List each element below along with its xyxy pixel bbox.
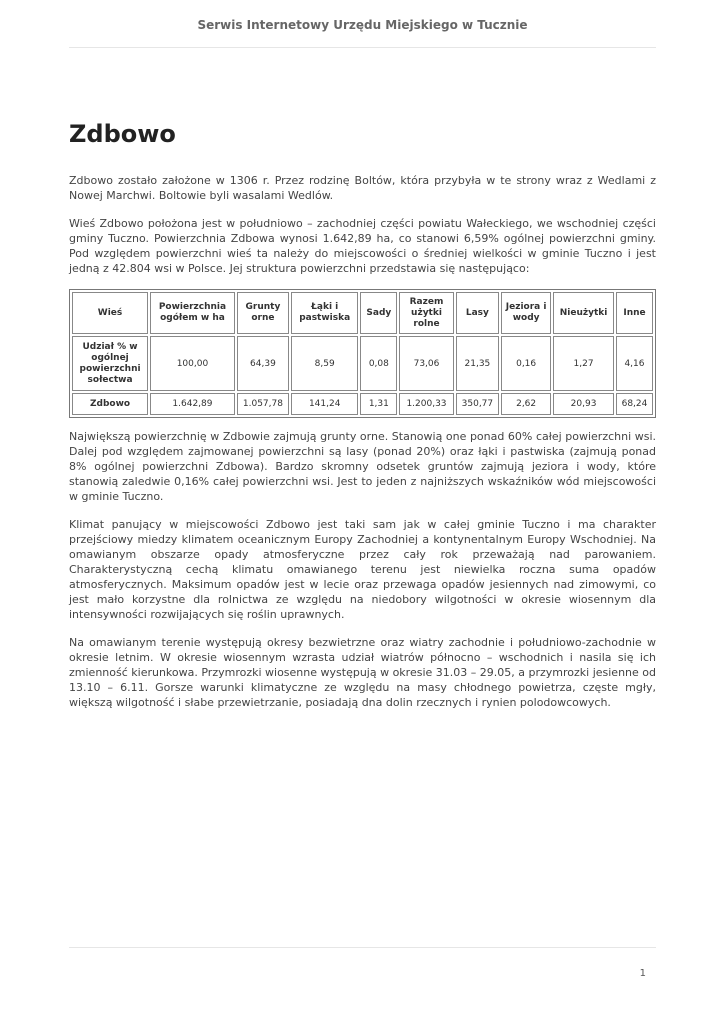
paragraph-location: Wieś Zdbowo położona jest w południowo – zachodniej części powiatu Wałeckiego, we wschodniej części gminy Tuczno. Powierzchnia Zdbowa wynosi 1.642,89 ha, co stanowi 6,59% ogólnej powierzchni gminy. Pod względem powierzchni wieś ta należy do miejscowości o średniej wielkości w gminie Tuczno i jest jedną z 42.804 wsi w Polsce. Jej struktura powierzchni przedstawia się następująco: (69, 217, 656, 275)
site-header-title: Serwis Internetowy Urzędu Miejskiego w Tucznie (197, 18, 528, 32)
column-header: Łąki i pastwiska (291, 292, 358, 334)
table-cell: 4,16 (616, 336, 653, 391)
page-number: 1 (639, 968, 646, 979)
main-content (69, 118, 656, 723)
column-header: Sady (360, 292, 397, 334)
table-cell: 1,27 (553, 336, 614, 391)
table-row (72, 393, 653, 415)
paragraph-winds: Na omawianym terenie występują okresy bezwietrzne oraz wiatry zachodnie i południowo-zachodnie w okresie letnim. W okresie wiosennym wzrasta udział wiatrów północno – wschodnich i nasila się ich zmienność kierunkowa. Przymrozki wiosenne występują w okresie 31.03 – 29.05, a przymrozki jesienne od 13.10 – 6.11. Gorsze warunki klimatyczne ze względu na masy chłodnego powietrza, częste mgły, większą wilgotność i słabe przewietrzanie, posiadają dna dolin rzecznych i rynien polodowcowych. (69, 636, 656, 709)
column-header: Jeziora i wody (501, 292, 551, 334)
column-header: Inne (616, 292, 653, 334)
table-cell: 1,31 (360, 393, 397, 415)
table-cell: 0,16 (501, 336, 551, 391)
table-cell: 64,39 (237, 336, 289, 391)
table-cell: 350,77 (456, 393, 499, 415)
footer-divider (69, 947, 656, 948)
table-cell: 20,93 (553, 393, 614, 415)
header-divider (69, 47, 656, 48)
table-header-row (72, 292, 653, 334)
column-header: Grunty orne (237, 292, 289, 334)
row-label: Zdbowo (72, 393, 148, 415)
row-label: Udział % w ogólnej powierzchni sołectwa (72, 336, 148, 391)
column-header: Powierzchnia ogółem w ha (150, 292, 235, 334)
table-cell: 100,00 (150, 336, 235, 391)
table-cell: 73,06 (399, 336, 453, 391)
land-structure-table (69, 289, 656, 418)
table-cell: 21,35 (456, 336, 499, 391)
paragraph-climate: Klimat panujący w miejscowości Zdbowo jest taki sam jak w całej gminie Tuczno i ma charakter przejściowy miedzy klimatem oceanicznym Europy Zachodniej a kontynentalnym Europy Wschodniej. Na omawianym obszarze opady atmosferyczne przez cały rok przeważają nad parowaniem. Charakterystyczną cechą klimatu omawianego terenu jest niewielka roczna suma opadów atmosferycznych. Maksimum opadów jest w lecie oraz przewaga opadów jesiennych nad zimowymi, co jest mało korzystne dla rolnictwa ze względu na niedobory wilgotności w okresie wiosennym dla intensywności rozwijających się roślin uprawnych. (69, 518, 656, 621)
page-title: Zdbowo (69, 120, 176, 148)
column-header: Nieużytki (553, 292, 614, 334)
table-cell: 0,08 (360, 336, 397, 391)
table-cell: 2,62 (501, 393, 551, 415)
table-cell: 1.057,78 (237, 393, 289, 415)
table-cell: 68,24 (616, 393, 653, 415)
paragraph-land-use: Największą powierzchnię w Zdbowie zajmują grunty orne. Stanowią one ponad 60% całej powierzchni wsi. Dalej pod względem zajmowanej powierzchni są lasy (ponad 20%) oraz łąki i pastwiska (zajmują ponad 8% ogólnej powierzchni Zdbowa). Bardzo skromny odsetek gruntów zajmują jeziora i wody, które stanowią zaledwie 0,16% całej powierzchni wsi. Jest to jeden z najniższych wskaźników wód miejscowości w gminie Tuczno. (69, 430, 656, 503)
table-cell: 141,24 (291, 393, 358, 415)
table-cell: 1.200,33 (399, 393, 453, 415)
paragraph-history: Zdbowo zostało założone w 1306 r. Przez rodzinę Boltów, która przybyła w te strony wraz z Wedlami z Nowej Marchwi. Boltowie byli wasalami Wedlów. (69, 174, 656, 202)
table-cell: 8,59 (291, 336, 358, 391)
table-cell: 1.642,89 (150, 393, 235, 415)
column-header: Wieś (72, 292, 148, 334)
table-row (72, 336, 653, 391)
column-header: Razem użytki rolne (399, 292, 453, 334)
column-header: Lasy (456, 292, 499, 334)
